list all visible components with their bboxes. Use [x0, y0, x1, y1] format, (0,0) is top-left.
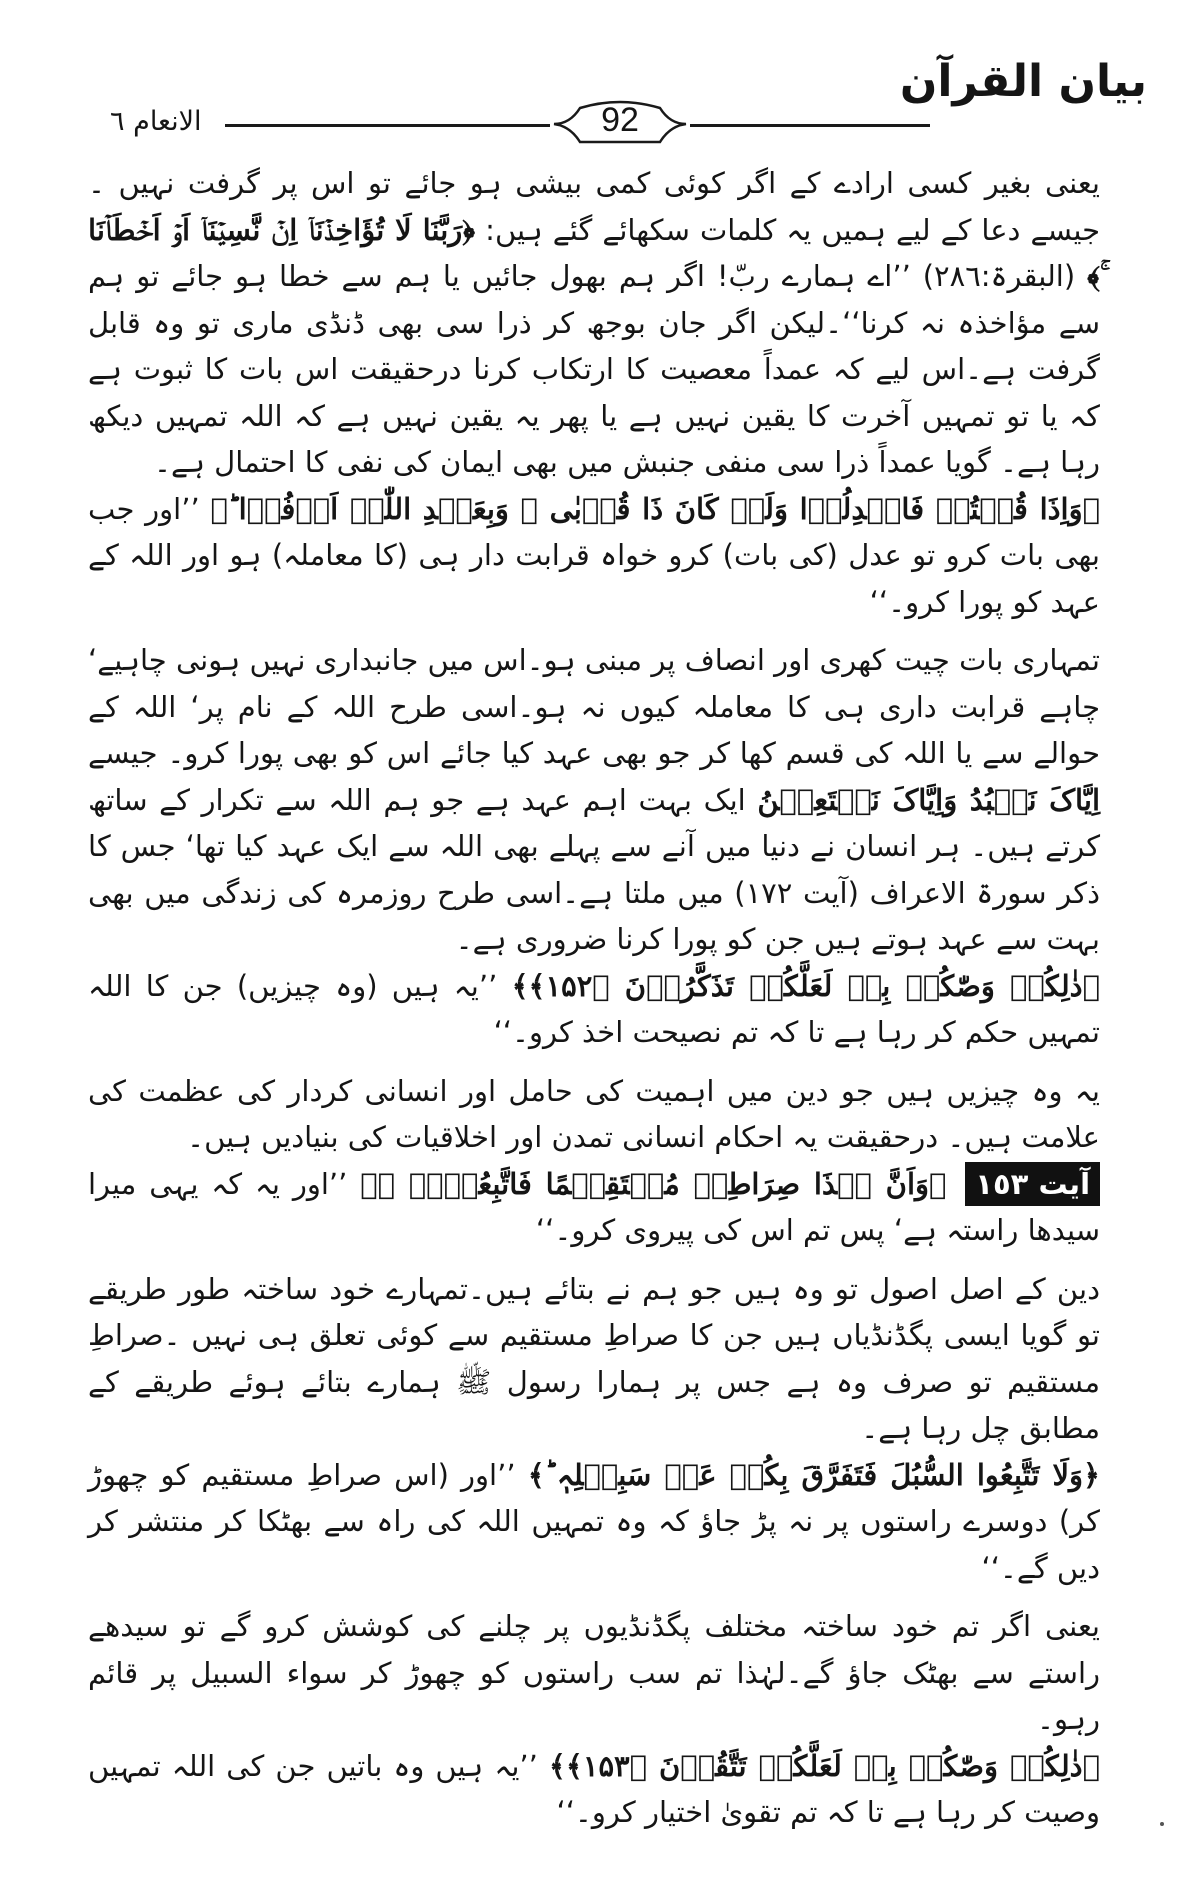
verse-block-5 — [88, 1743, 1100, 1836]
paragraph-text: دین کے اصل اصول تو وہ ہیں جو ہم نے بتائے ہیں۔تمہارے خود ساختہ طور طریقے تو گویا ایسی پگڈنڈیاں ہیں جن کا صراطِ مستقیم سے کوئی تعلق ہی نہیں ۔صراطِ مستقیم تو صرف وہ ہے جس پر ہمارا رسول ﷺ ہمارے بتائے ہوئے طریقے کے مطابق چل رہا ہے۔ — [88, 1271, 1100, 1445]
running-title: بیان القرآن — [899, 56, 1147, 107]
verse-arabic: ﴿ذٰلِکُمۡ وَصّٰکُمۡ بِہٖ لَعَلَّکُمۡ تَتَّقُوۡنَ ﴿۱۵۳﴾﴾ — [548, 1748, 1100, 1783]
verse-block-2 — [88, 963, 1100, 1056]
verse-block-4 — [88, 1452, 1100, 1592]
paragraph-text: یعنی بغیر کسی ارادے کے اگر کوئی کمی بیشی ہو جائے تو اس پر گرفت نہیں ۔ جیسے دعا کے لیے ہمیں یہ کلمات سکھائے گئے ہیں: — [88, 166, 1101, 247]
paragraph-text: (البقرۃ:٢٨٦) ’’اے ہمارے ربّ! اگر ہم بھول جائیں یا ہم سے خطا ہو جائے تو ہم سے مؤاخذہ نہ کرنا‘‘۔لیکن اگر جان بوجھ کر ذرا سی بھی ڈنڈی ماری تو وہ قابل گرفت ہے۔اس لیے کہ عمداً معصیت کا ارتکاب کرنا درحقیقت اس بات کا ثبوت ہے کہ یا تو تمہیں آخرت کا یقین نہیں ہے یا پھر یہ یقین نہیں ہے کہ اللہ تمہیں دیکھ رہا ہے۔ گویا عمداً ذرا سی منفی جنبش میں بھی ایمان کی نفی کا احتمال ہے۔ — [88, 259, 1100, 479]
verse-block-3 — [88, 1161, 1100, 1254]
margin-speck — [1160, 1822, 1164, 1826]
verse-translation: ’’اور یہ کہ یہی میرا سیدھا راستہ ہے‘ پس تم اس کی پیروی کرو۔‘‘ — [88, 1166, 1100, 1247]
verse-arabic: ﴿وَلَا تَتَّبِعُوا السُّبُلَ فَتَفَرَّقَ بِکُمۡ عَنۡ سَبِیۡلِہٖ ؕ﴾ — [527, 1457, 1101, 1492]
chapter-reference: الانعام ٦ — [110, 106, 202, 137]
header-rule-left — [225, 124, 550, 127]
page-number-frame — [550, 98, 690, 146]
verse-translation: ’’اور جب بھی بات کرو تو عدل (کی بات) کرو خواہ قرابت دار ہی (کا معاملہ) ہو اور اللہ کے عہد کو پورا کرو۔‘‘ — [88, 491, 1100, 619]
page-number: 92 — [601, 101, 639, 139]
page-body — [88, 160, 1100, 1836]
paragraph-3 — [88, 1068, 1100, 1161]
verse-arabic: ﴿وَاَنَّ ہٰذَا صِرَاطِیۡ مُسۡتَقِیۡمًا فَاتَّبِعُوۡہُ ۚ﴾ — [360, 1166, 947, 1201]
paragraph-text: ایک بہت اہم عہد ہے جو ہم اللہ سے تکرار کے ساتھ کرتے ہیں۔ ہر انسان نے دنیا میں آنے سے پہلے بھی اللہ سے ایک عہد کیا تھا‘ جس کا ذکر سورۃ الاعراف (آیت ١٧٢) میں ملتا ہے۔اسی طرح روزمرہ کی زندگی میں بھی بہت سے عہد ہوتے ہیں جن کو پورا کرنا ضروری ہے۔ — [88, 782, 1100, 956]
quran-quote: اِیَّاکَ نَعۡبُدُ وَاِیَّاکَ نَسۡتَعِیۡنُ — [757, 782, 1101, 817]
paragraph-2 — [88, 637, 1100, 963]
verse-translation: ’’یہ ہیں (وہ چیزیں) جن کا اللہ تمہیں حکم کر رہا ہے تا کہ تم نصیحت اخذ کرو۔‘‘ — [88, 968, 1100, 1049]
paragraph-4 — [88, 1266, 1100, 1452]
paragraph-text: یعنی اگر تم خود ساختہ مختلف پگڈنڈیوں پر چلنے کی کوشش کرو گے تو سیدھے راستے سے بھٹک جاؤ گے۔لہٰذا تم سب راستوں کو چھوڑ کر سواء السبیل پر قائم رہو۔ — [88, 1609, 1100, 1736]
quran-quote: ﴿رَبَّنَا لَا تُؤَاخِذۡنَاۤ اِنۡ نَّسِیۡنَاۤ اَوۡ اَخۡطَاۡنَا ۚ﴾ — [88, 212, 1100, 293]
paragraph-1 — [88, 160, 1100, 486]
paragraph-5 — [88, 1603, 1100, 1743]
paragraph-text: تمہاری بات چیت کھری اور انصاف پر مبنی ہو۔اس میں جانبداری نہیں ہونی چاہیے‘ چاہے قرابت داری ہی کا معاملہ کیوں نہ ہو۔اسی طرح اللہ کے نام پر‘ اللہ کے حوالے سے یا اللہ کی قسم کھا کر جو بھی عہد کیا جائے اس کو بھی پورا کرو۔ جیسے — [88, 643, 1100, 770]
verse-translation: ’’اور (اس صراطِ مستقیم کو چھوڑ کر) دوسرے راستوں پر نہ پڑ جاؤ کہ وہ تمہیں اللہ کی راہ سے بھٹکا کر منتشر کر دیں گے۔‘‘ — [88, 1457, 1100, 1585]
verse-arabic: ﴿ذٰلِکُمۡ وَصّٰکُمۡ بِہٖ لَعَلَّکُمۡ تَذَکَّرُوۡنَ ﴿۱۵۲﴾﴾ — [511, 968, 1101, 1003]
ayah-number-badge: آیت ١٥٣ — [965, 1162, 1100, 1206]
verse-arabic: ﴿وَاِذَا قُلۡتُمۡ فَاعۡدِلُوۡا وَلَوۡ کَانَ ذَا قُرۡبٰی ۚ وَبِعَہۡدِ اللّٰہِ اَوۡفُوۡا ؕ﴾ — [210, 491, 1101, 526]
verse-block-1 — [88, 486, 1100, 626]
header-rule-right — [690, 124, 930, 127]
paragraph-text: یہ وہ چیزیں ہیں جو دین میں اہمیت کی حامل اور انسانی کردار کی عظمت کی علامت ہیں۔ درحقیقت یہ احکام انسانی تمدن اور اخلاقیات کی بنیادیں ہیں۔ — [88, 1073, 1100, 1154]
verse-translation: ’’یہ ہیں وہ باتیں جن کی اللہ تمہیں وصیت کر رہا ہے تا کہ تم تقویٰ اختیار کرو۔‘‘ — [88, 1748, 1100, 1829]
